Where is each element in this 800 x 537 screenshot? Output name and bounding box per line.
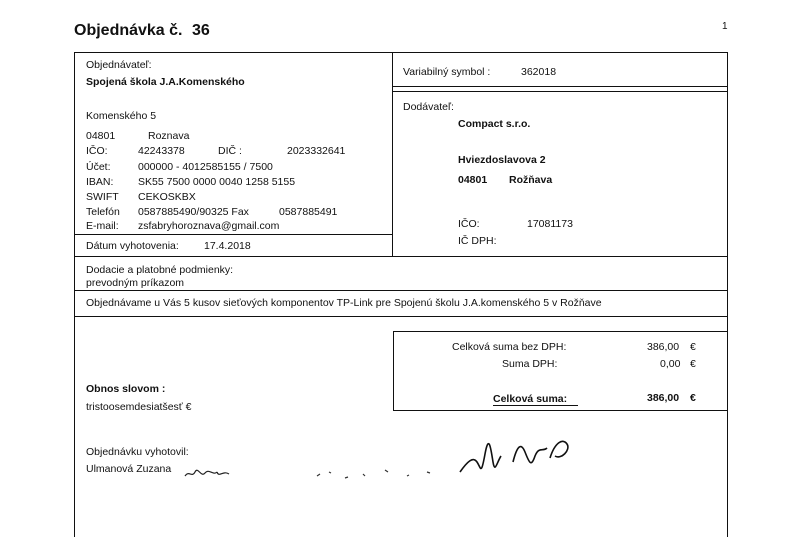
buyer-account: 000000 - 4012585155 / 7500: [138, 161, 273, 173]
supplier-label: Dodávateľ:: [403, 101, 454, 113]
order-text: Objednávame u Vás 5 kusov sieťových komponentov TP-Link pre Spojenú školu J.A.komenského 5 v Rožňave: [86, 297, 602, 309]
net-total-currency: €: [690, 341, 696, 353]
in-words-label: Obnos slovom :: [86, 383, 166, 395]
varsym-bottom: [392, 86, 728, 87]
buyer-swift: CEKOSKBX: [138, 191, 196, 203]
supplier-ico: 17081173: [527, 218, 573, 230]
buyer-phone-label: Telefón: [86, 206, 120, 218]
totals-bottom: [393, 410, 728, 411]
buyer-dic: 2023332641: [287, 145, 346, 157]
variable-symbol-label: Variabilný symbol :: [403, 66, 491, 78]
buyer-dic-label: DIČ :: [218, 145, 242, 157]
buyer-email: zsfabryhoroznava@gmail.com: [138, 220, 280, 232]
page-number: 1: [722, 21, 728, 32]
buyer-phone: 0587885490/90325 Fax: [138, 206, 249, 218]
buyer-street: Komenského 5: [86, 110, 157, 122]
terms-bottom: [74, 290, 728, 291]
frame-right: [727, 52, 728, 537]
date-top: [74, 234, 393, 235]
vat-currency: €: [690, 358, 696, 370]
grand-total-value: 386,00: [647, 392, 680, 404]
date-value: 17.4.2018: [204, 240, 251, 252]
issued-by-name: Ulmanová Zuzana: [86, 463, 172, 475]
buyer-account-label: Účet:: [86, 161, 111, 173]
buyer-supplier-divider: [392, 52, 393, 257]
header-section-bottom: [74, 256, 728, 257]
net-total-value: 386,00: [647, 341, 680, 353]
supplier-box-top: [392, 91, 728, 92]
totals-top: [393, 331, 728, 332]
order-text-bottom: [74, 316, 728, 317]
in-words-value: tristoosemdesiatšesť €: [86, 401, 192, 413]
buyer-swift-label: SWIFT: [86, 191, 119, 203]
supplier-zip: 04801: [458, 174, 488, 186]
grand-total-currency: €: [690, 392, 696, 404]
document-title: Objednávka č.: [74, 22, 183, 39]
supplier-icdph-label: IČ DPH:: [458, 235, 497, 247]
grand-total-label: Celková suma:: [493, 393, 568, 405]
vat-value: 0,00: [660, 358, 681, 370]
date-label: Dátum vyhotovenia:: [86, 240, 179, 252]
signature-dots: [315, 460, 445, 486]
buyer-ico: 42243378: [138, 145, 185, 157]
order-number: 36: [192, 22, 210, 39]
totals-left: [393, 331, 394, 410]
supplier-name: Compact s.r.o.: [458, 118, 531, 130]
signature-main: [455, 432, 580, 482]
terms-value: prevodným príkazom: [86, 277, 185, 289]
frame-left: [74, 52, 75, 537]
supplier-city: Rožňava: [509, 174, 553, 186]
signature-small: [183, 464, 233, 486]
supplier-street: Hviezdoslavova 2: [458, 154, 546, 166]
buyer-iban: SK55 7500 0000 0040 1258 5155: [138, 176, 296, 188]
vat-label: Suma DPH:: [502, 358, 558, 370]
supplier-ico-label: IČO:: [458, 218, 480, 230]
buyer-name: Spojená škola J.A.Komenského: [86, 76, 245, 88]
variable-symbol-value: 362018: [521, 66, 557, 78]
issued-by-label: Objednávku vyhotovil:: [86, 446, 189, 458]
buyer-email-label: E-mail:: [86, 220, 119, 232]
buyer-label: Objednávateľ:: [86, 59, 152, 71]
terms-label: Dodacie a platobné podmienky:: [86, 264, 234, 276]
buyer-iban-label: IBAN:: [86, 176, 114, 188]
net-total-label: Celková suma bez DPH:: [452, 341, 567, 353]
grand-total-underline: [493, 405, 578, 406]
buyer-fax: 0587885491: [279, 206, 338, 218]
buyer-zip: 04801: [86, 130, 116, 142]
buyer-ico-label: IČO:: [86, 145, 108, 157]
frame-top: [74, 52, 728, 53]
buyer-city: Roznava: [148, 130, 190, 142]
